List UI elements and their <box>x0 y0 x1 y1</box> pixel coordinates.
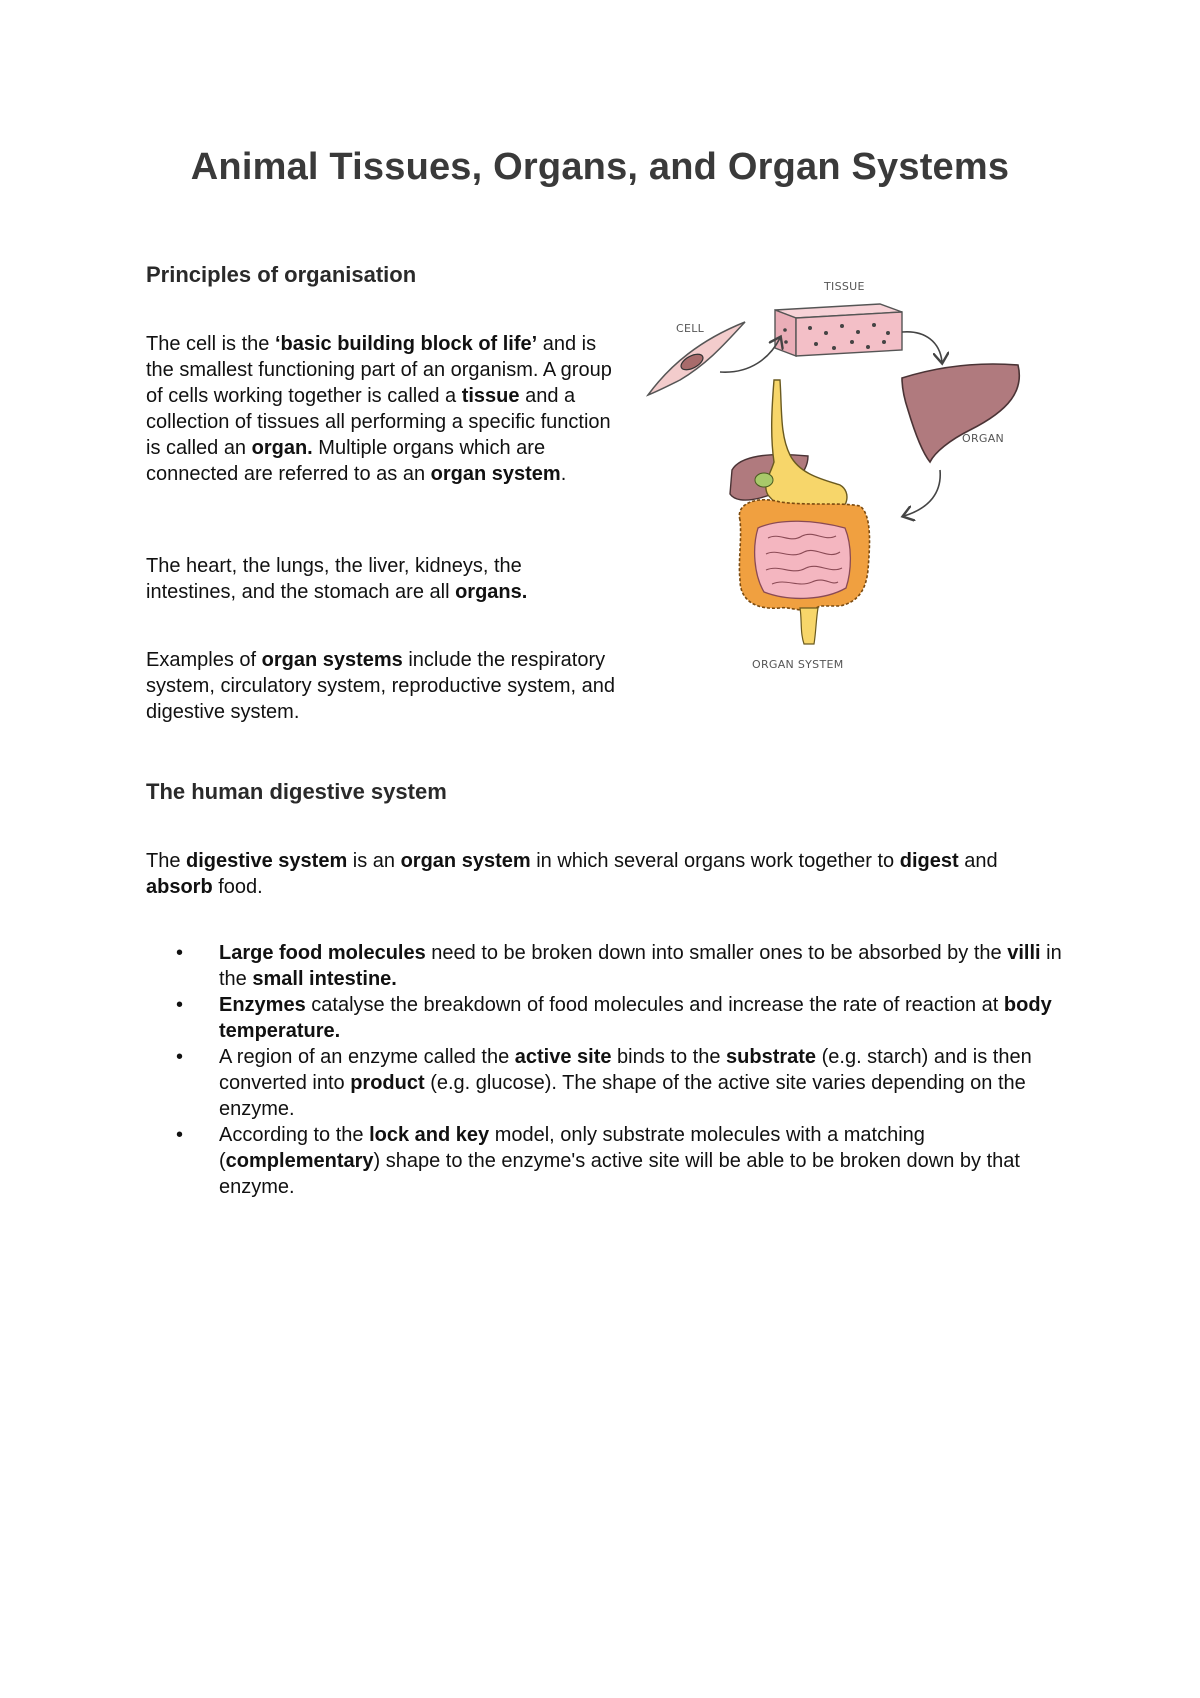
bold-term: tissue <box>461 385 520 407</box>
bold-term: absorb <box>146 876 213 898</box>
arrow-tissue-to-organ <box>902 332 942 362</box>
digestive-bullet-list <box>176 940 1076 1200</box>
paragraph-organs: The heart, the lungs, the liver, kidneys, the intestines, and the stomach are all organs. <box>146 555 528 603</box>
bold-term: active site <box>514 1046 612 1068</box>
paragraph-digestive-intro: The digestive system is an organ system in which several organs work together to digest and absorb food. <box>146 850 998 898</box>
bold-term: Large food molecules <box>219 942 426 964</box>
list-item <box>176 940 1076 992</box>
bullet-glyph: • <box>176 1046 184 1068</box>
section-heading-digestive: The human digestive system <box>146 779 447 804</box>
bold-term: organ systems <box>261 649 403 671</box>
cell-drawing <box>648 322 745 395</box>
bold-term: villi <box>1007 942 1041 964</box>
bold-term: organs. <box>455 581 528 603</box>
paragraph-cell-intro: The cell is the ‘basic building block of life’ and is the smallest functioning part of an organism. A group of cells working together is called a tissue and a collection of tissues all performing a specific function is called an organ. Multiple organs which are connected are referred to as an organ system. <box>146 333 612 485</box>
bullet-glyph: • <box>176 1124 184 1146</box>
list-item <box>176 1122 1076 1200</box>
bold-term: Enzymes <box>219 994 306 1016</box>
arrow-cell-to-tissue <box>720 338 780 372</box>
list-item <box>176 1044 1076 1122</box>
arrow-organ-to-system <box>904 470 940 516</box>
paragraph-organ-systems: Examples of organ systems include the respiratory system, circulatory system, reproductive system, and digestive system. <box>146 649 616 723</box>
label-tissue: TISSUE <box>824 280 865 293</box>
list-item <box>176 992 1076 1044</box>
bold-term: digest <box>899 850 959 872</box>
page-title: Animal Tissues, Organs, and Organ Systems <box>190 146 1010 188</box>
organ-system-drawing <box>730 380 870 671</box>
bold-term: product <box>350 1072 425 1094</box>
bold-term: organ. <box>251 437 313 459</box>
bold-term: lock and key <box>369 1124 490 1146</box>
bold-term: small intestine. <box>252 968 397 990</box>
bold-term: ‘basic building block of life’ <box>274 333 538 355</box>
bold-term: organ system <box>400 850 531 872</box>
section-heading-organisation: Principles of organisation <box>146 262 417 287</box>
bold-term: complementary <box>225 1150 374 1172</box>
label-organ: ORGAN <box>962 432 1005 445</box>
list-item-text: According to the lock and key model, only substrate molecules with a matching (complementary) shape to the enzyme's active site will be able to be broken down by that enzyme. <box>219 1124 1020 1198</box>
bold-term: substrate <box>726 1046 817 1068</box>
list-item-text: Large food molecules need to be broken down into smaller ones to be absorbed by the villi in the small intestine. <box>219 942 1062 990</box>
bold-term: body temperature. <box>219 994 1052 1042</box>
list-item-text: Enzymes catalyse the breakdown of food molecules and increase the rate of reaction at body temperature. <box>219 994 1052 1042</box>
bullet-glyph: • <box>176 942 184 964</box>
tissue-drawing <box>775 280 902 356</box>
organisation-diagram <box>640 270 1040 690</box>
bold-term: organ system <box>430 463 561 485</box>
label-organ-system: ORGAN SYSTEM <box>752 658 844 671</box>
bullet-glyph: • <box>176 994 184 1016</box>
organ-drawing <box>902 364 1019 462</box>
list-item-text: A region of an enzyme called the active site binds to the substrate (e.g. starch) and is then converted into product (e.g. glucose). The shape of the active site varies depending on the enzyme. <box>219 1046 1032 1120</box>
bold-term: digestive system <box>186 850 348 872</box>
label-cell: CELL <box>676 322 705 335</box>
